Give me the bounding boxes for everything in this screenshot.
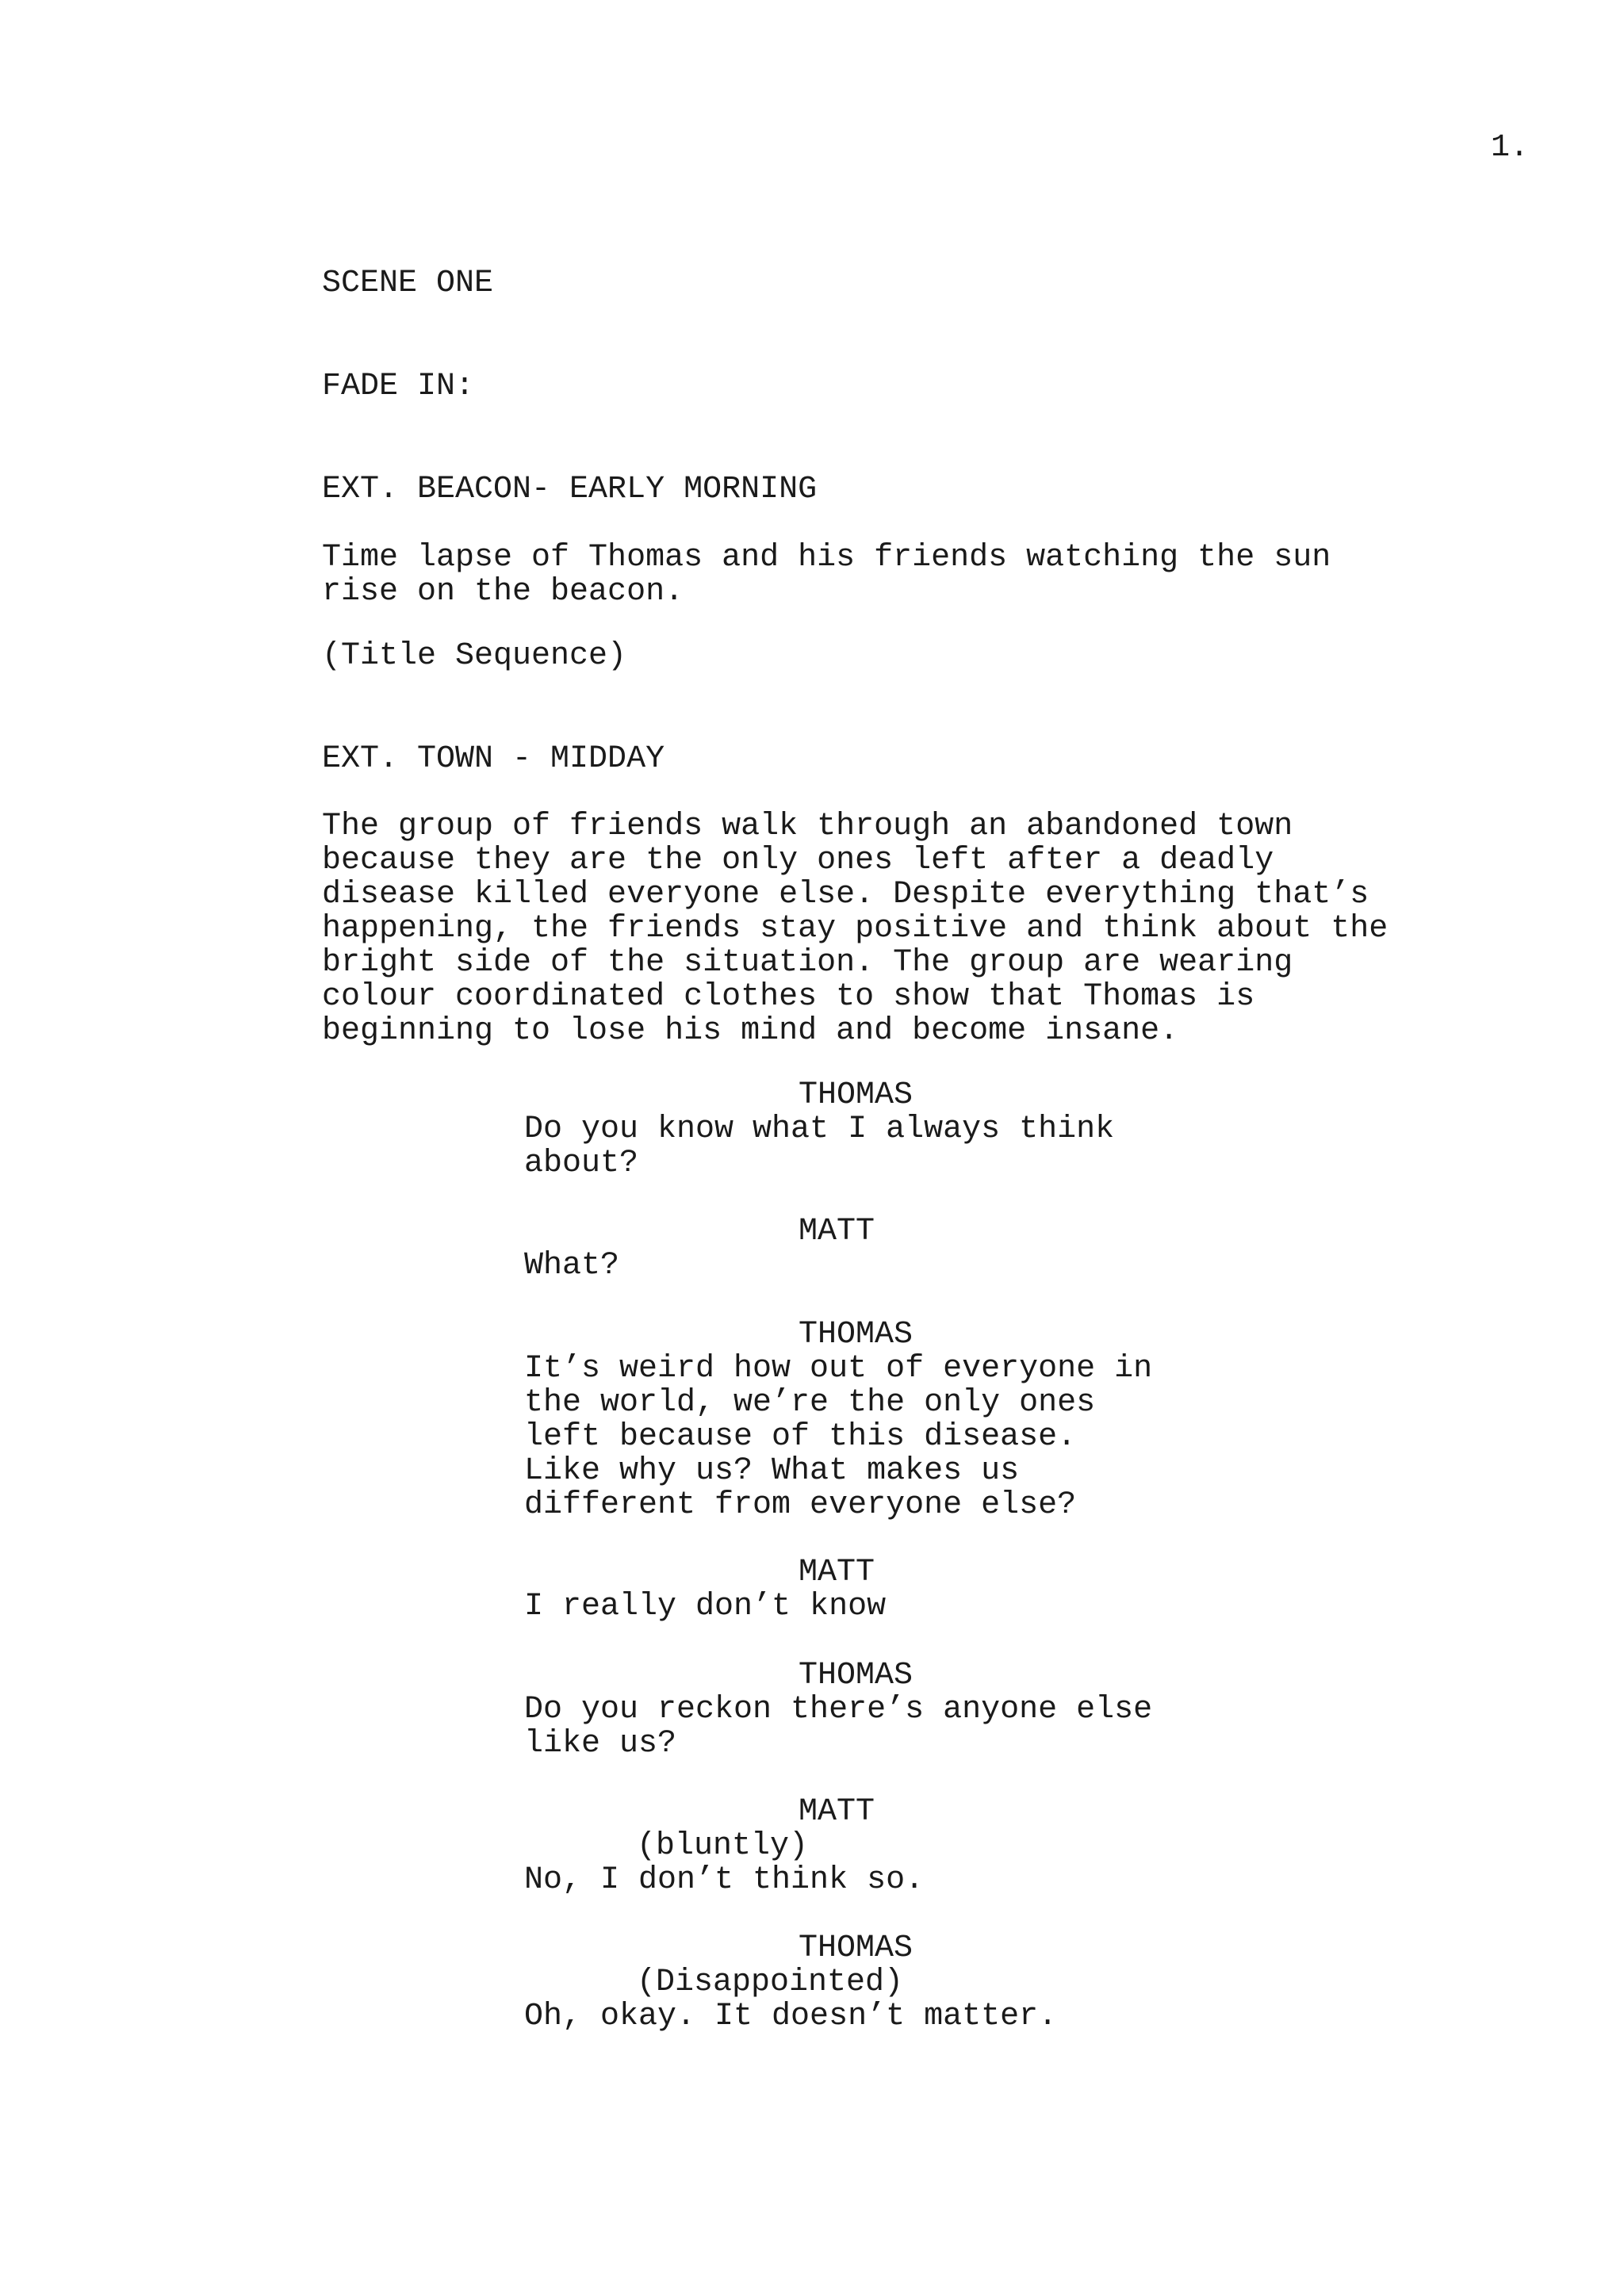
character-name: MATT	[799, 1794, 875, 1830]
action-text: (Title Sequence)	[322, 638, 627, 674]
action-text: Time lapse of Thomas and his friends watching the sun rise on the beacon.	[322, 540, 1331, 610]
page-number: 1.	[1491, 130, 1530, 166]
character-name: THOMAS	[799, 1931, 914, 1966]
character-name: MATT	[799, 1555, 875, 1590]
transition: FADE IN:	[322, 369, 475, 404]
character-name: THOMAS	[799, 1077, 914, 1113]
dialogue-line: Do you know what I always think about?	[524, 1112, 1115, 1181]
parenthetical: (bluntly)	[637, 1828, 809, 1864]
parenthetical: (Disappointed)	[637, 1965, 904, 2000]
scene-heading: EXT. TOWN - MIDDAY	[322, 741, 665, 777]
dialogue-line: Do you reckon there’s anyone else like us?	[524, 1692, 1153, 1762]
character-name: THOMAS	[799, 1658, 914, 1693]
scene-heading: EXT. BEACON- EARLY MORNING	[322, 472, 818, 507]
character-name: MATT	[799, 1214, 875, 1249]
dialogue-line: Oh, okay. It doesn’t matter.	[524, 1999, 1058, 2034]
dialogue-line: No, I don’t think so.	[524, 1862, 925, 1898]
dialogue-line: I really don’t know	[524, 1589, 887, 1624]
character-name: THOMAS	[799, 1317, 914, 1353]
scene-title: SCENE ONE	[322, 266, 494, 301]
dialogue-line: It’s weird how out of everyone in the world, we’re the only ones left because of this disease. Like why us? What makes us different from everyone else?	[524, 1351, 1153, 1523]
dialogue-line: What?	[524, 1248, 620, 1284]
action-text: The group of friends walk through an abandoned town because they are the only ones left after a deadly disease killed everyone else. Despite everything that’s happening, the friends stay positive and think about the bright side of the situation. The group are wearing colour coordinated clothes to show that Thomas is beginning to lose his mind and become insane.	[322, 809, 1388, 1049]
